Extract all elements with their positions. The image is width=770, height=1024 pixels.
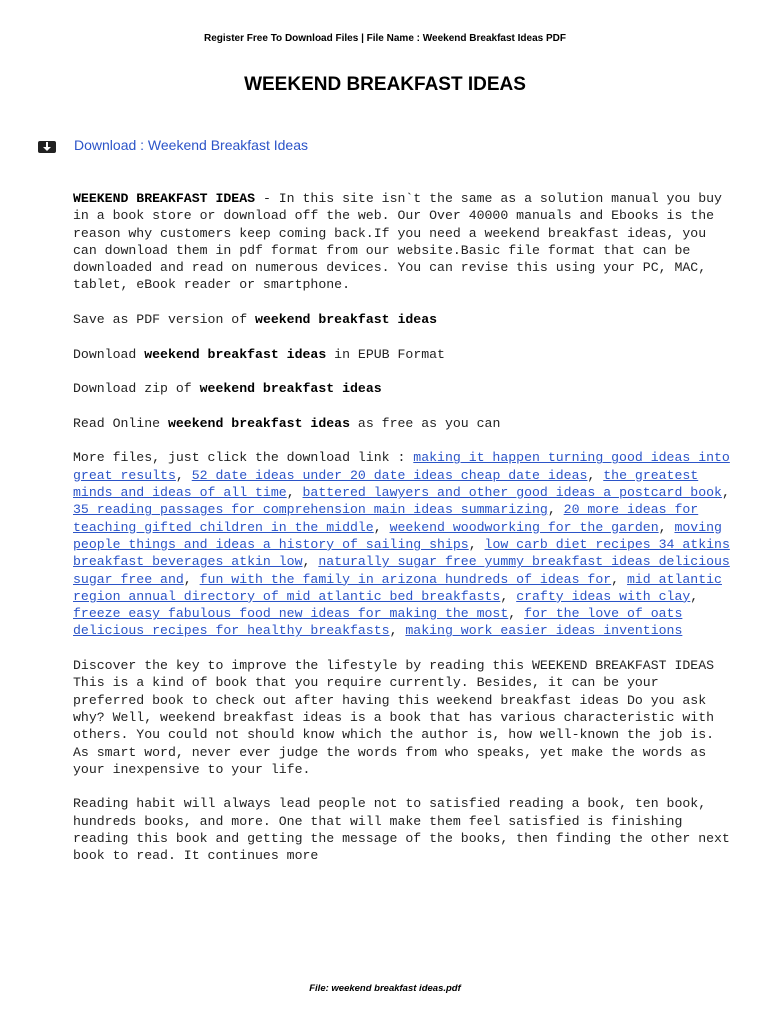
save-pdf-line <box>73 311 733 328</box>
read-online-line <box>73 415 733 432</box>
related-file-link[interactable]: weekend woodworking for the garden <box>389 519 659 535</box>
related-file-link[interactable]: naturally sugar free yummy breakfast ideas delicious sugar free and <box>73 554 730 587</box>
save-pdf-title: weekend breakfast ideas <box>255 312 438 328</box>
related-file-link[interactable]: moving people things and ideas a history of sailing ships <box>73 519 722 552</box>
read-online-title: weekend breakfast ideas <box>167 415 350 431</box>
related-file-link[interactable]: fun with the family in arizona hundreds of ideas for <box>199 571 612 587</box>
related-file-link[interactable]: freeze easy fabulous food new ideas for making the most <box>73 606 509 622</box>
related-file-link[interactable]: making work easier ideas inventions <box>405 623 683 639</box>
page-header: Register Free To Download Files | File Name : Weekend Breakfast Ideas PDF <box>204 33 566 44</box>
body-paragraph-discover: Discover the key to improve the lifestyle by reading this WEEKEND BREAKFAST IDEAS This is a kind of book that you require currently. Besides, it can be your preferred book to check out after having this weekend breakfast ideas Do you ask why? Well, weekend breakfast ideas is a book that has various characteristic with others. You could not should know which the author is, how well-known the job is. As smart word, never ever judge the words from who speaks, yet make the words as your inexpensive to your life. <box>73 658 715 777</box>
download-link[interactable]: Download : Weekend Breakfast Ideas <box>74 137 308 153</box>
download-icon[interactable] <box>38 141 56 153</box>
save-pdf-prefix: Save as PDF version of <box>73 312 256 328</box>
zip-title: weekend breakfast ideas <box>199 381 382 397</box>
more-files-prefix: More files, just click the download link : <box>73 450 414 466</box>
intro-lead: WEEKEND BREAKFAST IDEAS <box>73 191 256 206</box>
epub-title: weekend breakfast ideas <box>144 346 327 362</box>
related-file-link[interactable]: mid atlantic region annual directory of mid atlantic bed breakfasts <box>73 571 722 604</box>
document-body <box>73 190 733 882</box>
zip-line <box>73 380 733 397</box>
related-file-link[interactable]: for the love of oats delicious recipes for healthy breakfasts <box>73 606 683 639</box>
epub-suffix: in EPUB Format <box>326 346 445 362</box>
related-file-link[interactable]: battered lawyers and other good ideas a postcard book <box>302 485 722 501</box>
intro-paragraph <box>73 190 733 294</box>
related-file-link[interactable]: 52 date ideas under 20 date ideas cheap date ideas <box>191 467 588 483</box>
related-file-link[interactable]: 20 more ideas for teaching gifted children in the middle <box>73 502 699 535</box>
related-file-link[interactable]: the greatest minds and ideas of all time <box>73 467 699 501</box>
zip-prefix: Download zip of <box>73 381 200 397</box>
read-online-prefix: Read Online <box>73 415 168 431</box>
related-file-link[interactable]: crafty ideas with clay <box>516 588 691 604</box>
more-files-paragraph: More files, just click the download link : making it happen turning good ideas into great results, 52 date ideas under 20 date ideas cheap date ideas, the greatest minds and ideas of all time, battered lawyers and other good ideas a postcard book, 35 reading passages for comprehension main ideas summarizing, 20 more ideas for teaching gifted children in the middle, weekend woodworking for the garden, moving people things and ideas a history of sailing ships, low carb diet recipes 34 atkins breakfast beverages atkin low, naturally sugar free yummy breakfast ideas delicious sugar free and, fun with the family in arizona hundreds of ideas for, mid atlantic region annual directory of mid atlantic bed breakfasts, crafty ideas with clay, freeze easy fabulous food new ideas for making the most, for the love of oats delicious recipes for healthy breakfasts, making work easier ideas inventions <box>73 450 730 639</box>
intro-text: - In this site isn`t the same as a solution manual you buy in a book store or download off the web. Our Over 40000 manuals and Ebooks is the reason why customers keep coming back.If you need a weekend breakfast ideas, you can download them in pdf format from our website.Basic file format that can be downloaded and read on numerous devices. You can revise this using your PC, MAC, tablet, eBook reader or smartphone. <box>73 191 722 293</box>
read-online-suffix: as free as you can <box>350 415 501 431</box>
epub-prefix: Download <box>73 346 145 362</box>
page-footer: File: weekend breakfast ideas.pdf <box>309 983 461 994</box>
page-title: WEEKEND BREAKFAST IDEAS <box>244 74 526 95</box>
related-file-link[interactable]: 35 reading passages for comprehension main ideas summarizing <box>73 502 548 518</box>
epub-line <box>73 346 733 363</box>
related-file-link[interactable]: low carb diet recipes 34 atkins breakfast beverages atkin low <box>73 536 730 570</box>
body-paragraph-reading-habit: Reading habit will always lead people not to satisfied reading a book, ten book, hundreds books, and more. One that will make them feel satisfied is finishing reading this book and getting the message of the books, then finding the other next book to read. It continues more <box>73 796 730 864</box>
related-file-link[interactable]: making it happen turning good ideas into great results <box>73 450 730 483</box>
